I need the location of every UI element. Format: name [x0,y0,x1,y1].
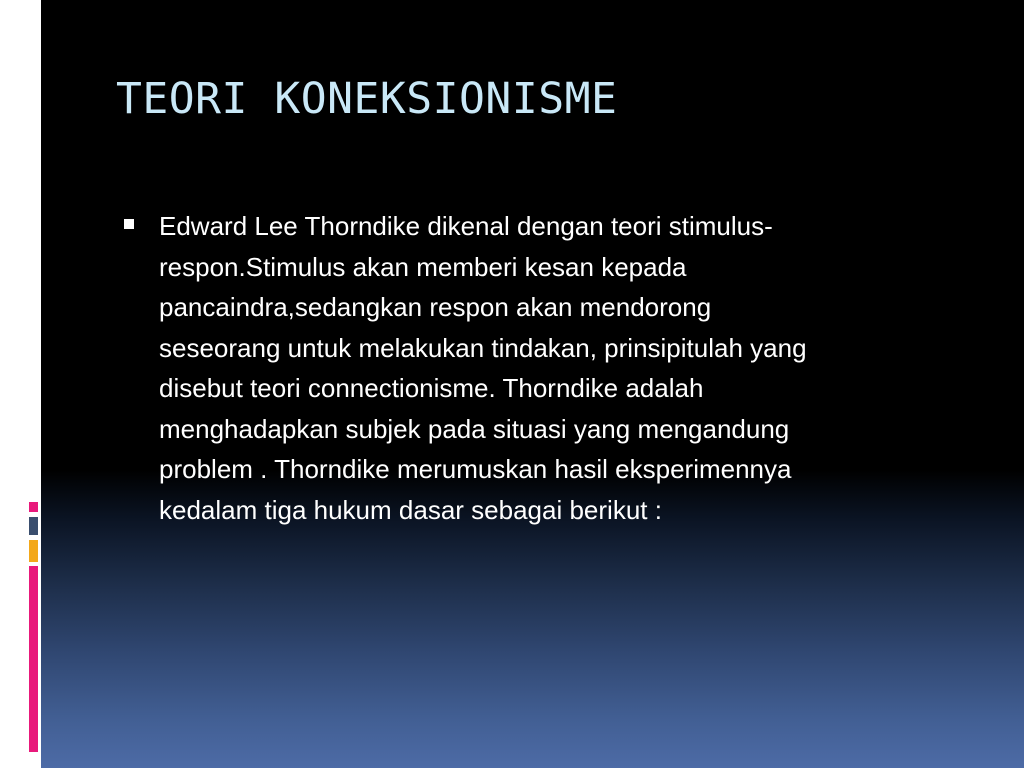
bullet-item [120,206,970,530]
slide-title: TEORI KONEKSIONISME [116,74,618,124]
pink-accent-bar-small [29,502,38,512]
bullet-text: Edward Lee Thorndike dikenal dengan teori stimulus- respon.Stimulus akan memberi kesan kepada pancaindra,sedangkan respon akan mendorong seseorang untuk melakukan tindakan, prinsipitulah yang disebut teori connectionisme. Thorndike adalah menghadapkan subjek pada situasi yang mengandung problem . Thorndike merumuskan hasil eksperimennya kedalam tiga hukum dasar sebagai berikut : [159,211,807,525]
square-bullet-icon [124,219,134,229]
slate-accent-bar [29,517,38,535]
pink-accent-bar-long [29,566,38,752]
orange-accent-bar [29,540,38,562]
slide-body [120,206,970,530]
